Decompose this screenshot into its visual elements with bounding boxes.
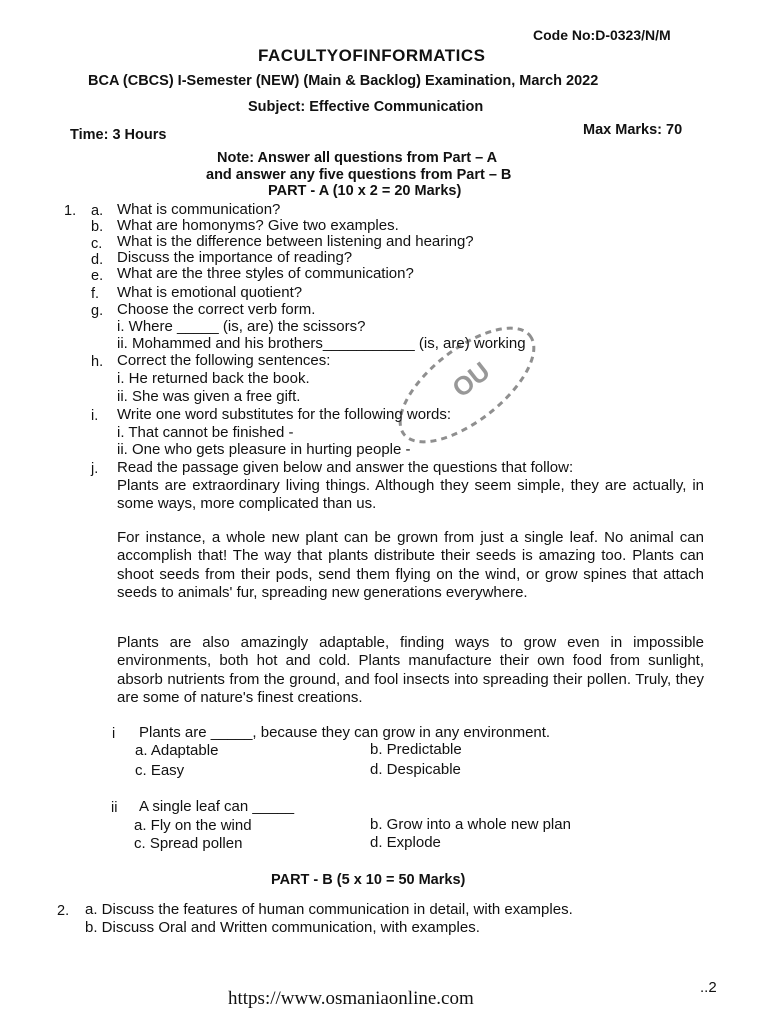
question-text: Discuss the importance of reading? — [117, 249, 353, 266]
passage-paragraph-3: Plants are also amazingly adaptable, finding ways to grow even in impossible environments, both hot and cold. Plants manufacture their own food from sunlight, absorb nutrients from the ground, and fool insects into spreading their pollen. Truly, they are some of nature's finest creations. — [117, 634, 704, 706]
question-subitem: i. That cannot be finished - — [117, 424, 294, 441]
question-text: Read the passage given below and answer the questions that follow: — [117, 459, 574, 476]
mcq-option: d. Explode — [370, 834, 441, 851]
question-subitem: ii. She was given a free gift. — [117, 388, 301, 405]
mcq-option: c. Easy — [135, 762, 185, 779]
mcq-option: b. Predictable — [370, 741, 462, 758]
page-continuation: ..2 — [700, 979, 717, 996]
faculty-title: FACULTYOFINFORMATICS — [258, 46, 486, 65]
mcq-option: d. Despicable — [370, 761, 461, 778]
item-label: b. — [91, 219, 104, 235]
question-text: What are homonyms? Give two examples. — [117, 217, 399, 234]
question-text: a. Discuss the features of human communication in detail, with examples. — [85, 901, 573, 918]
question-number: 2. — [57, 903, 70, 919]
question-subitem: i. He returned back the book. — [117, 370, 310, 387]
question-subitem: ii. One who gets pleasure in hurting people - — [117, 441, 411, 458]
mcq-question: A single leaf can _____ — [139, 798, 295, 815]
paper-code: Code No:D-0323/N/M — [533, 27, 671, 43]
mcq-option: b. Grow into a whole new plan — [370, 816, 571, 833]
question-text: Correct the following sentences: — [117, 352, 331, 369]
question-text: b. Discuss Oral and Written communication, with examples. — [85, 919, 480, 936]
item-label: i. — [91, 408, 99, 424]
mcq-option: c. Spread pollen — [134, 835, 243, 852]
item-label: g. — [91, 303, 104, 319]
exam-time: Time: 3 Hours — [70, 127, 167, 143]
subject-title: Subject: Effective Communication — [248, 99, 484, 115]
part-b-heading: PART - B (5 x 10 = 50 Marks) — [271, 872, 466, 888]
question-text: What are the three styles of communication? — [117, 265, 414, 282]
passage-paragraph-2: For instance, a whole new plant can be grown from just a single leaf. No animal can accomplish that! The way that plants distribute their seeds is amazing too. Plants can shoot seeds from their pods, send them flying on the wind, or grow spines that attach seeds to animals' fur, spreading new generations everywhere. — [117, 529, 704, 601]
part-a-heading: PART - A (10 x 2 = 20 Marks) — [268, 183, 462, 199]
footer-url: https://www.osmaniaonline.com — [228, 988, 474, 1009]
note-line-1: Note: Answer all questions from Part – A — [217, 150, 498, 166]
item-label: d. — [91, 252, 104, 268]
mcq-question: Plants are _____, because they can grow in any environment. — [139, 724, 551, 741]
question-subitem: i. Where _____ (is, are) the scissors? — [117, 318, 366, 335]
mcq-option: a. Adaptable — [135, 742, 219, 759]
question-text: What is communication? — [117, 201, 281, 218]
stamp-watermark — [362, 310, 572, 460]
mcq-option: a. Fly on the wind — [134, 817, 252, 834]
item-label: f. — [91, 286, 100, 302]
question-text: What is the difference between listening and hearing? — [117, 233, 474, 250]
question-subitem: ii. Mohammed and his brothers___________ (is, are) working — [117, 335, 526, 352]
mcq-number: ii — [111, 800, 118, 816]
item-label: c. — [91, 236, 103, 252]
mcq-number: i — [112, 726, 116, 742]
question-text: Choose the correct verb form. — [117, 301, 316, 318]
item-label: a. — [91, 203, 104, 219]
stamp-text: OU — [446, 355, 496, 404]
passage-paragraph-1: Plants are extraordinary living things. Although they seem simple, they are actually, in some ways, more complicated than us. — [117, 477, 704, 513]
exam-title: BCA (CBCS) I-Semester (NEW) (Main & Backlog) Examination, March 2022 — [88, 73, 599, 89]
question-number: 1. — [64, 203, 77, 219]
max-marks: Max Marks: 70 — [583, 122, 683, 138]
item-label: e. — [91, 268, 104, 284]
note-line-2: and answer any five questions from Part – B — [206, 167, 512, 183]
item-label: j. — [91, 461, 99, 477]
item-label: h. — [91, 354, 104, 370]
question-text: What is emotional quotient? — [117, 284, 303, 301]
question-text: Write one word substitutes for the following words: — [117, 406, 452, 423]
